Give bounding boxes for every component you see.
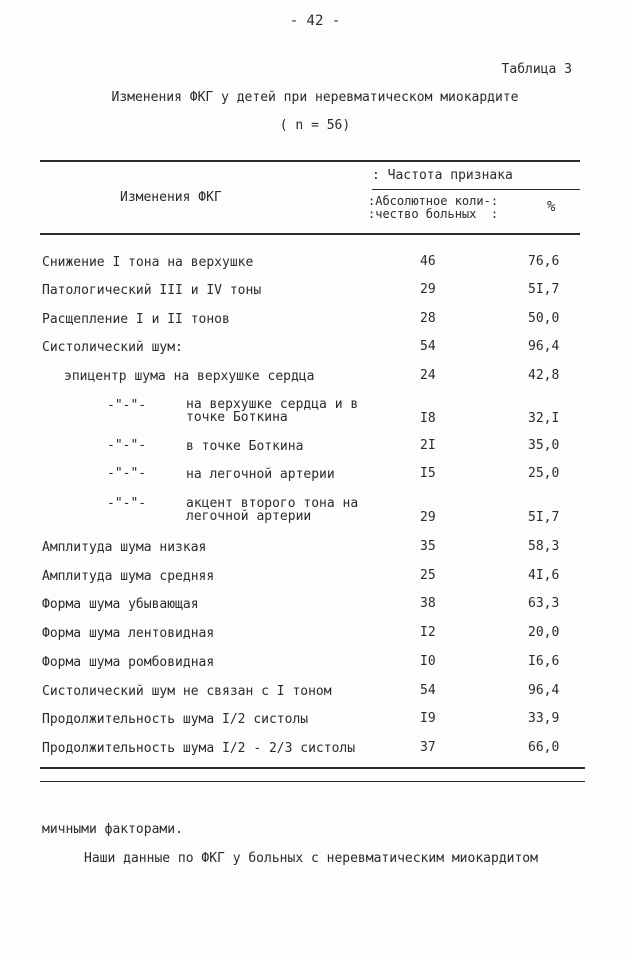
row-label: эпицентр шума на верхушке сердца <box>64 369 315 384</box>
row-percent: 76,6 <box>528 254 560 269</box>
row-absolute: I9 <box>420 711 436 726</box>
ditto-mark: -"-"- <box>107 398 147 413</box>
row-percent: 63,3 <box>528 596 560 611</box>
sample-size: ( n = 56) <box>279 118 351 133</box>
ditto-mark: -"-"- <box>107 496 147 511</box>
column-header-frequency: : Частота признака <box>372 168 513 183</box>
row-label: Снижение I тона на верхушке <box>42 255 254 270</box>
row-percent: 5I,7 <box>528 510 560 525</box>
table-bottom-rule <box>40 767 585 769</box>
row-absolute: 35 <box>420 539 436 554</box>
row-percent: 66,0 <box>528 740 560 755</box>
row-absolute: 54 <box>420 339 436 354</box>
row-absolute: 25 <box>420 568 436 583</box>
row-absolute: I5 <box>420 466 436 481</box>
row-absolute: I2 <box>420 625 436 640</box>
column-header-change: Изменения ФКГ <box>120 190 222 205</box>
body-text-line: Наши данные по ФКГ у больных с неревматическим миокардитом <box>84 851 538 866</box>
row-percent: 58,3 <box>528 539 560 554</box>
row-percent: 33,9 <box>528 711 560 726</box>
row-label: Расщепление I и II тонов <box>42 312 230 327</box>
row-percent: 5I,7 <box>528 282 560 297</box>
row-absolute: I0 <box>420 654 436 669</box>
row-absolute: 2I <box>420 438 436 453</box>
row-percent: 96,4 <box>528 683 560 698</box>
row-percent: I6,6 <box>528 654 560 669</box>
row-absolute: 37 <box>420 740 436 755</box>
row-absolute: 54 <box>420 683 436 698</box>
row-absolute: 38 <box>420 596 436 611</box>
row-label: Форма шума лентовидная <box>42 626 215 641</box>
row-label: Систолический шум не связан с I тоном <box>42 684 332 699</box>
row-absolute: 29 <box>420 282 436 297</box>
ditto-mark: -"-"- <box>107 438 147 453</box>
row-label: Амплитуда шума низкая <box>42 540 207 555</box>
table-title: Изменения ФКГ у детей при неревматическом миокардите <box>111 90 519 105</box>
row-percent: 35,0 <box>528 438 560 453</box>
row-percent: 42,8 <box>528 368 560 383</box>
row-absolute: 46 <box>420 254 436 269</box>
row-label: Патологический III и IV тоны <box>42 283 262 298</box>
row-percent: 20,0 <box>528 625 560 640</box>
row-percent: 96,4 <box>528 339 560 354</box>
body-text-line: мичными факторами. <box>42 822 183 837</box>
row-label: Форма шума ромбовидная <box>42 655 215 670</box>
row-absolute: I8 <box>420 411 436 426</box>
row-percent: 4I,6 <box>528 568 560 583</box>
header-split-rule <box>372 189 580 190</box>
row-percent: 25,0 <box>528 466 560 481</box>
page-number: - 42 - <box>289 13 341 29</box>
row-percent: 32,I <box>528 411 560 426</box>
row-label: Продолжительность шума I/2 систолы <box>42 712 309 727</box>
column-header-absolute: :Абсолютное коли-: :чество больных : <box>368 194 499 221</box>
row-label: Систолический шум: <box>42 340 183 355</box>
table-top-rule <box>40 160 580 162</box>
row-label: на легочной артерии <box>186 467 335 482</box>
row-label: акцент второго тона на легочной артерии <box>186 496 359 524</box>
row-label: на верхушке сердца и в точке Боткина <box>186 397 359 425</box>
row-absolute: 29 <box>420 510 436 525</box>
row-percent: 50,0 <box>528 311 560 326</box>
row-label: в точке Боткина <box>186 439 304 454</box>
row-label: Амплитуда шума средняя <box>42 569 215 584</box>
row-absolute: 24 <box>420 368 436 383</box>
ditto-mark: -"-"- <box>107 466 147 481</box>
table-label: Таблица 3 <box>501 62 572 77</box>
row-absolute: 28 <box>420 311 436 326</box>
column-header-percent: % <box>547 199 556 215</box>
header-bottom-rule <box>40 233 580 235</box>
row-label: Продолжительность шума I/2 - 2/3 систолы <box>42 741 356 756</box>
row-label: Форма шума убывающая <box>42 597 199 612</box>
table-bottom-rule-secondary <box>40 781 585 782</box>
